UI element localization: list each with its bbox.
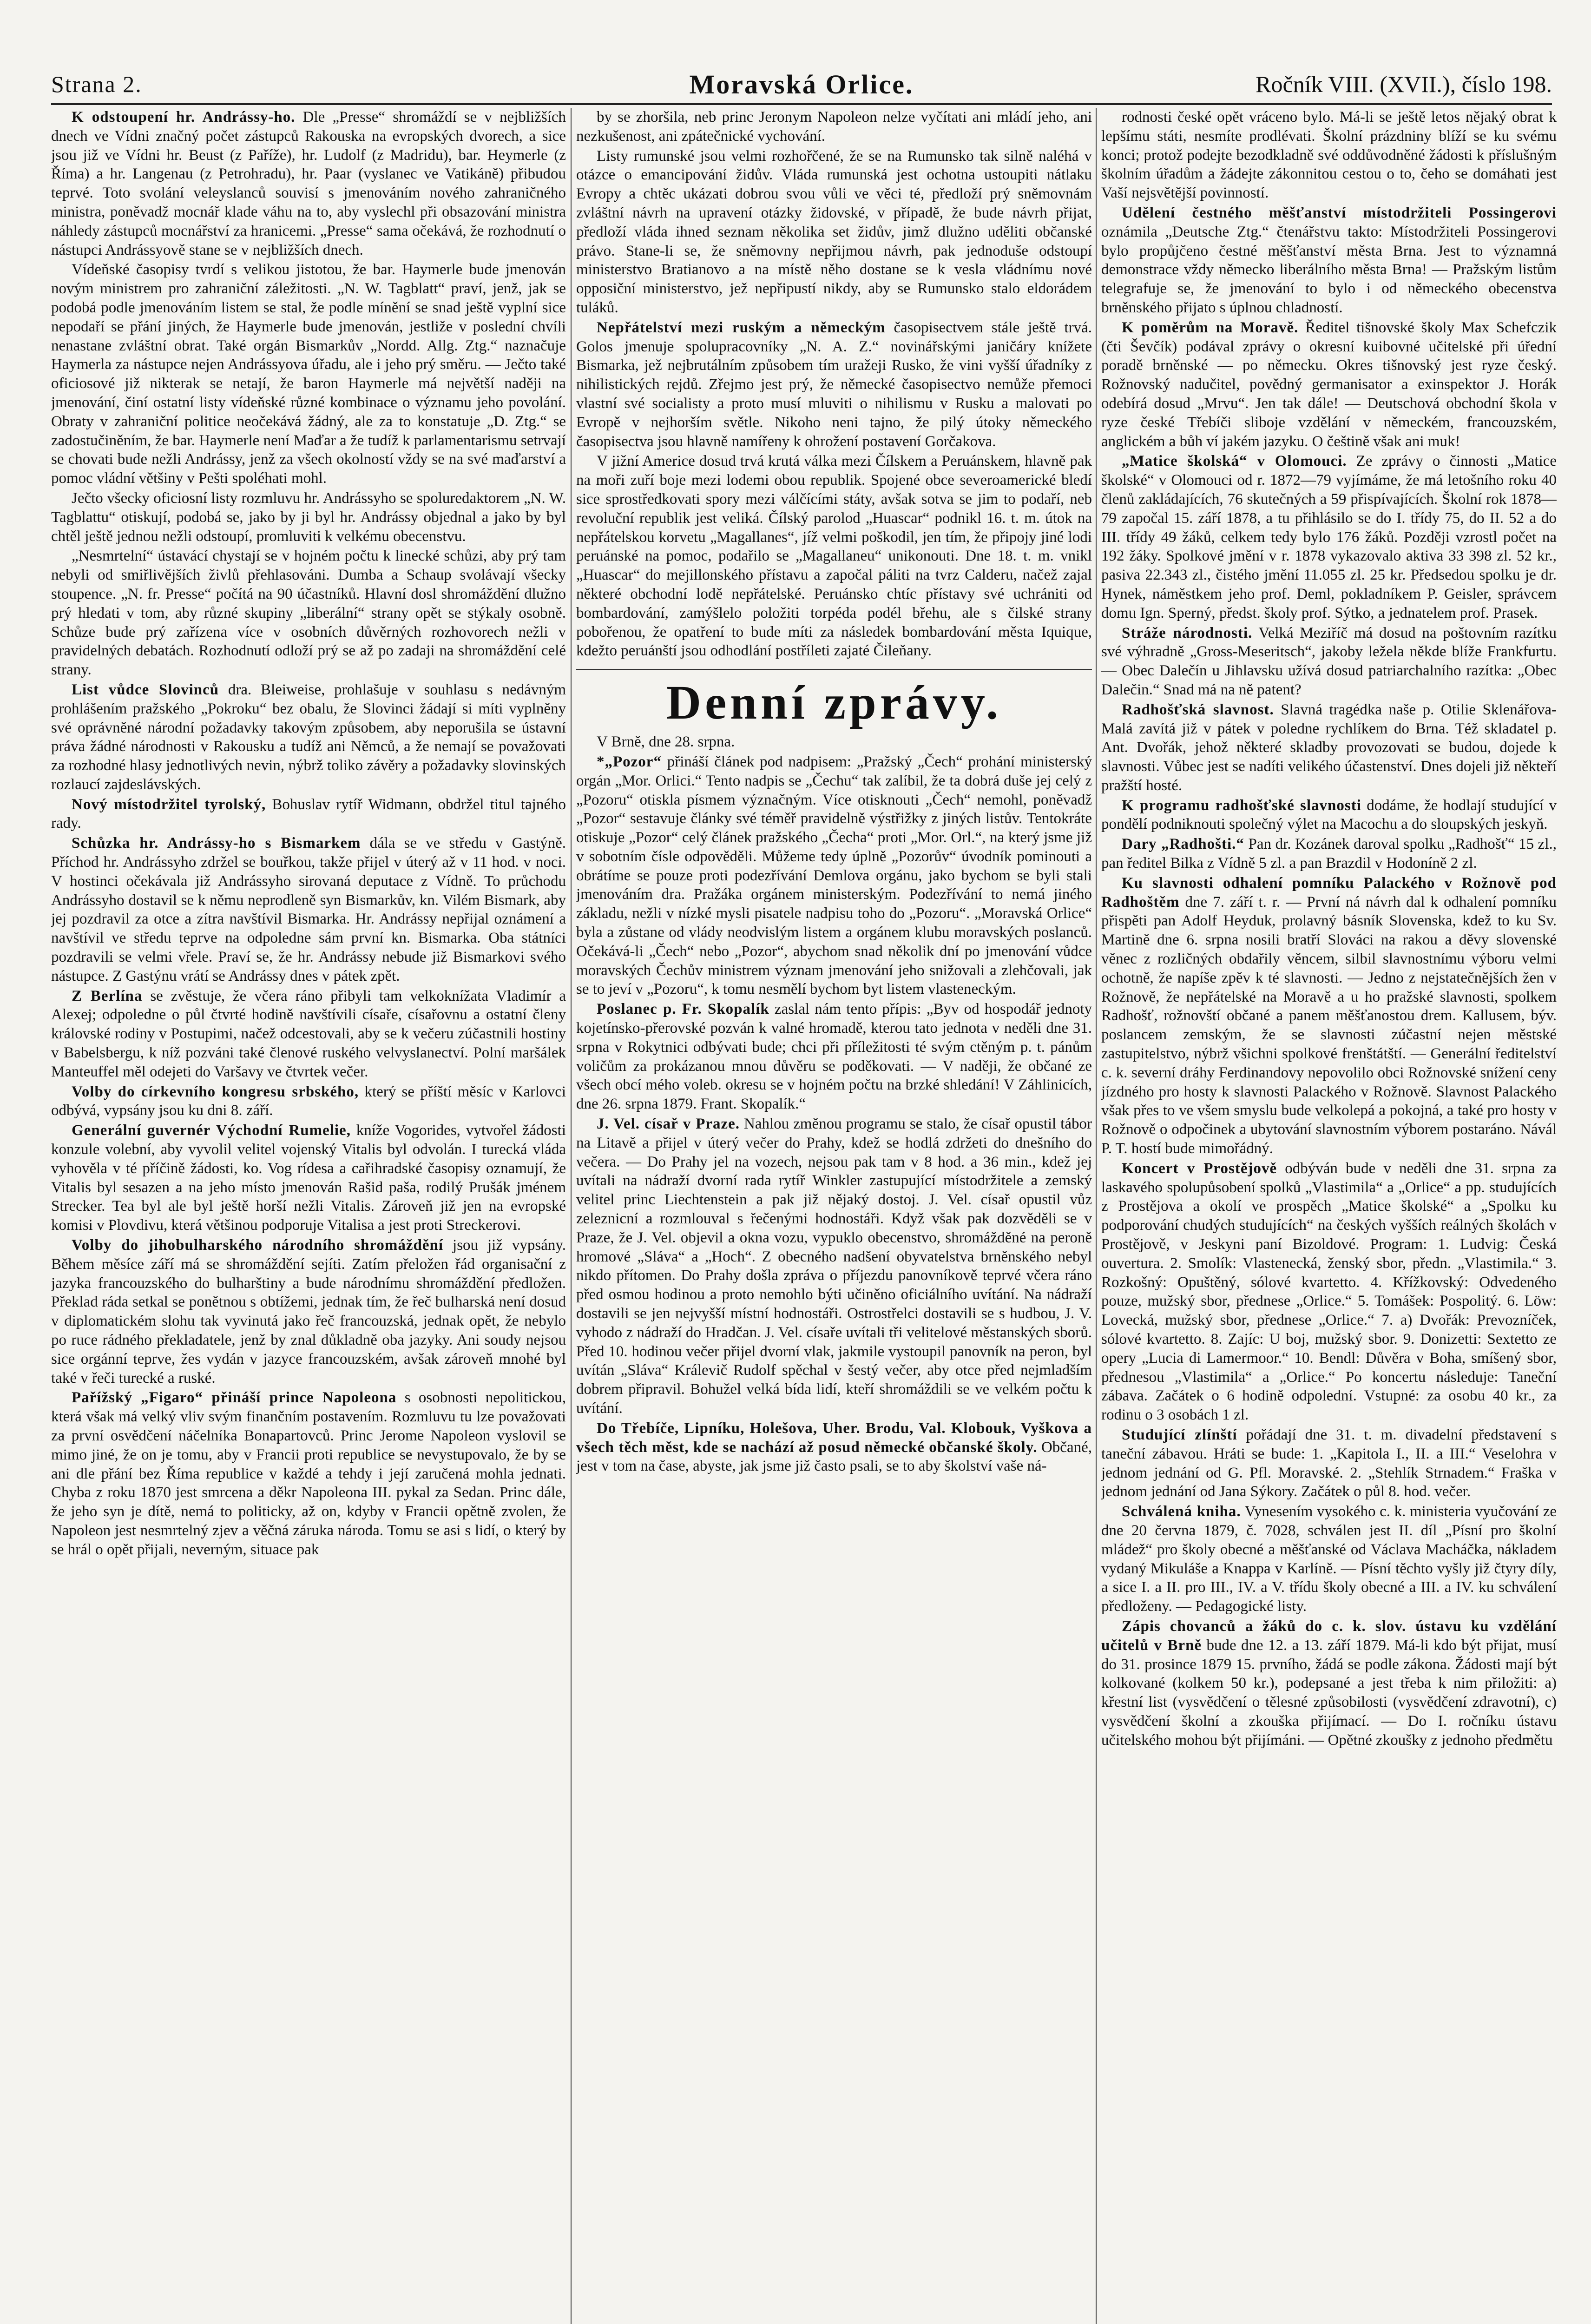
article-text: Slavná tragédka naše p. Otilie Sklenářova-Malá zavítá již v pátek v poledne rychlíkem do Brna. Též skladatel p. Ant. Dvořák, jehož některé skladby provozovati se budou, dojede k slavnosti. Vůbec jest se nadíti velikého účastenství. Dnes dojeli již někteří pražští hosté. — [1101, 701, 1557, 794]
article-heading: Udělení čestného měšťanství místodržiteli Possingerovi — [1122, 204, 1557, 221]
article-text: bude dne 12. a 13. září 1879. Má-li kdo být přijat, musí do 31. prosince 1879 15. prvního, žádá se podle zákona. Žádosti mají být kolkované (kolkem 50 kr.), podepsané a jest třeba k nim přiložiti: a) křestní list (vysvědčení o tělesné způsobilosti (vysvědčení zdravotní), c) vysvědčení školní a zkouška přijímací. — Do I. ročníku ústavu učitelského mohou být přijímáni. — Opětné zkoušky z jednoho předmětu — [1101, 1637, 1557, 1749]
article-paragraph — [576, 1115, 1092, 1418]
article-text: odbýván bude v neděli dne 31. srpna za laskavého spolupůsobení spolků „Vlastimila“ a „Orlice“ a pp. studujících z Prostějova a okolí ve prospěch „Matice školské“ a „Spolku ku podporování chudých studujících“ na českých vyšších reálných školách v Prostějově, v Jeskyni paní Bizoldové. Program: 1. Ludvig: Česká ouvertura. 2. Smolík: Vlastenecká, ženský sbor, předn. „Vlastimila.“ 3. Rozkošný: Opuštěný, sólové kvartetto. 4. Křížkovský: Odvedeného pouze, mužský sbor, přednese „Orlice.“ 5. Tomášek: Pospolitý. 6. Löw: Lovecká, mužský sbor, přednese „Orlice.“ 7. a) Dvořák: Prevozníček, sólové kvartetto. 8. Zajíc: U boj, mužský sbor. 9. Donizetti: Sextetto ze opery „Lucia di Lamermoor.“ 10. Bendl: Důvěra v Boha, smíšený sbor, přednesou „Vlastimila“ a „Orlice.“ Po koncertu následuje: Taneční zábava. Začátek o 6 hodině odpolední. Vstupné: za osobu 40 kr., za rodinu o 3 osobách 1 zl. — [1101, 1160, 1557, 1424]
article-heading: Koncert v Prostějově — [1122, 1160, 1277, 1177]
article-heading: Dary „Radhošti.“ — [1122, 836, 1244, 853]
article-paragraph — [51, 1388, 566, 1559]
article-text: kníže Vogorides, vytvořel žádosti konzule volební, aby vyvolil velitel vojenský Vitalis byl odvolán. I turecká vláda vyhověla v té příčině žádosti, ko. Vog rídesa a cařihradské časopisy oznamují, že Vitalis byl sesazen a na jeho místo jmenován Rašid paša, rodilý Prušák jménem Strecker. Tea byl ale byl ještě horší nežli Vitalis. Zároveň již jen na evropské komisi v Plovdivu, která většinou podporuje Vitalisa a jest proti Streckerovi. — [51, 1122, 566, 1234]
article-text: Ječto všecky oficiosní listy rozmluvu hr. Andrássyho se spoluredaktorem „N. W. Tagblattu“ otiskují, podobá se, jako by ji byl hr. Andrássy objednal a jako by byl chtěl ještě jednou nežli odstoupí, promluviti k velkému obecenstvu. — [51, 489, 566, 545]
article-paragraph — [1101, 108, 1557, 203]
article-heading: Studující zlínští — [1122, 1426, 1237, 1443]
article-paragraph — [51, 260, 566, 488]
article-paragraph — [1101, 1502, 1557, 1616]
section-rule — [576, 669, 1092, 670]
article-text: časopisectvem stále ještě trvá. Golos jmenuje spolupracovníky „N. A. Z.“ novinářskými janičáry knížete Bismarka, jež nejbrutálním způsobem tím uražeji Rusko, že vini vyšší úřadníky z nihilistických rejdů. Zřejmo jest prý, že německé časopisectvo nemůže přemoci vlastní své socialisty a proto musí mluviti o nihilismu v Rusku a malovati po Evropě v nejhorším světle. Nikoho neni tajno, že pilý útoky německého časopisectva jsou hlavně namířeny k ohrožení postavení Gorčakova. — [576, 319, 1092, 450]
article-text: Velká Meziříč má dosud na poštovním razítku své výhradně „Gross-Meseritsch“, jakoby ležela někde blíže Frankfurtu. — Obec Dalečín u Jihlavsku užívá dosud patriarchalního razítka: „Obec Dalečin.“ Snad má na ně patent? — [1101, 624, 1557, 698]
article-paragraph — [1101, 700, 1557, 795]
article-paragraph — [51, 987, 566, 1082]
article-text: „Nesmrtelní“ ústavácí chystají se v hojném počtu k linecké schůzi, aby prý tam nebyli od smiřlivějších živlů přehlasováni. Dumba a Schaup svolávají všecky stoupence. „N. fr. Presse“ počítá na 90 účastníků. Hlavní dosl shromáždění dlužno prý hledati v tom, aby různé skupiny „liberální“ strany opět se stýkaly osobně. Schůze bude prý zařízena více v osobních důvěrných rozhovorech nežli v pravidelných debatách. Rozhodnutí odloží prý se až po zadaji na shromáždění celé strany. — [51, 548, 566, 679]
article-paragraph — [576, 1000, 1092, 1114]
article-paragraph — [1101, 318, 1557, 451]
article-paragraph — [576, 147, 1092, 317]
article-paragraph — [1101, 1426, 1557, 1501]
header-rule — [51, 103, 1552, 105]
article-heading: Nový místodržitel tyrolský, — [72, 796, 266, 813]
article-heading: „Matice školská“ v Olomouci. — [1122, 453, 1347, 470]
article-heading: Z Berlína — [72, 987, 143, 1004]
article-paragraph — [1101, 1617, 1557, 1750]
column-divider — [1096, 108, 1097, 2324]
article-text: Bohuslav rytíř Widmann, obdržel titul tajného rady. — [51, 796, 566, 832]
article-text: oznámila „Deutsche Ztg.“ čtenářstvu takto: Místodržiteli Possingerovi bylo propůjčeno čestné měšťanství města Brna. Jest to významná demonstrace vždy německo liberálního města Brna! — Pražským listům telegrafuje se, že jmenování to bylo i od německého obecenstva brněnského přijato s úplnou chladností. — [1101, 223, 1557, 316]
article-paragraph — [1101, 624, 1557, 700]
column-2-bottom — [576, 733, 1092, 1476]
article-paragraph — [51, 680, 566, 794]
column-divider — [571, 108, 572, 2324]
article-text: dra. Bleiweise, prohlašuje v souhlasu s nedávným prohlášením pražského „Pokroku“ bez obalu, že Slovinci žádají si míti vyplněny své oprávněné národní požadavky takovým způsobem, aby neporušila se ústavní práva žádné národnosti v Rakousku a tudíž ani Němců, a že nemají se považovati za rozhodné hlasy jednotlivých nevin, nýbrž toliko závěry a požadavky slovinských rozlaucí zajdeslávských. — [51, 681, 566, 793]
article-text: dodáme, že hodlají studující v pondělí podniknouti společný výlet na Macochu a do sloupských jeskyň. — [1101, 797, 1557, 833]
article-paragraph — [1101, 452, 1557, 622]
article-heading: Schůzka hr. Andrássy-ho s Bismarkem — [72, 835, 361, 852]
section-title: Denní zprávy. — [666, 676, 1002, 730]
article-paragraph — [1101, 204, 1557, 317]
article-heading: Schválená kniha. — [1122, 1503, 1241, 1520]
column-3 — [1101, 108, 1557, 2324]
article-paragraph — [51, 834, 566, 985]
article-paragraph — [576, 753, 1092, 999]
article-heading: Volby do církevního kongresu srbského, — [72, 1083, 359, 1100]
article-text: Listy rumunské jsou velmi rozhořčené, že se na Rumunsko tak silně naléhá v otázce o emancipování židův. Vláda rumunská jest ochotna ustoupiti nátlaku Evropy a chtěc ukázati dobrou svou vůli ve věci té, předloží prý sněmovnám zvláštní návrh na upravení otázky židovské, v případě, že bude návrh přijat, předloží vláda ihned seznam několika set židův, jimž dlužno uděliti občanské právo. Stane-li se, že sněmovny nepřijmou návrh, pak jednoduše odstoupí ministerstvo Bratianovo a na místě něho dostane se k vesla vládnímu nové opposiční ministerstvo, jež nepřipustí nikdy, aby se Rumunsko stalo eldorádem tuláků. — [576, 147, 1092, 316]
article-text: V jižní Americe dosud trvá krutá válka mezi Čílskem a Peruánskem, hlavně pak na moři zuří boje mezi lodemi obou republik. Spojené obce severoamerické bledí sice sprostředkovati spory mezi válčícími státy, avšak sotva se jim to podaří, neb revoluční republik jest veliká. Čílský parolod „Huascar“ podnikl 16. t. m. útok na nepřátelskou korvetu „Magallanes“, jíž velmi poškodil, jen tím, že připojy jiné lodi peruánské na pomoc, podařilo se „Magallaneu“ unikonouti. Dne 18. t. m. vnikl „Huascar“ do mejillonského přístavu a započal páliti na tvrz Calderu, načež zajal některé obchodní lodě nepřátelské. Peruánsko chtíc přístavy své uchrániti od bombardování, zamýšlelo položiti torpéda podél břehu, ale s čilské strany pobořenou, že opatření to bude míti za následek bombardování města Iquique, kdežto peruánští jsou odhodlání postříleti zajaté Čileňany. — [576, 453, 1092, 660]
article-paragraph — [51, 1121, 566, 1235]
article-paragraph — [51, 1083, 566, 1121]
article-heading: *„Pozor“ — [597, 753, 662, 770]
article-paragraph — [51, 489, 566, 546]
article-text: Vynesením vysokého c. k. ministeria vyučování ze dne 20 června 1879, č. 7028, schválen jest II. díl „Písní pro školní mládež“ pro školy obecné a měšťanské od Václava Macháčka, nákladem vydaný Mikuláše a Knappa v Karlíně. — Písní těchto vyšly již čtyry díly, a sice I. a II. pro III., IV. a V. třídu školy obecné a III. a IV. ku schválení předloženy. — Pedagogické listy. — [1101, 1503, 1557, 1615]
article-heading: Generální guvernér Východní Rumelie, — [72, 1122, 351, 1139]
article-heading: Volby do jihobulharského národního shromáždění — [72, 1237, 444, 1254]
article-paragraph — [576, 452, 1092, 660]
article-paragraph — [51, 795, 566, 833]
article-text: Ze zprávy o činnosti „Matice školské“ v Olomouci od r. 1872—79 vyjímáme, že má letošního roku 40 členů zakládajících, 76 skutečných a 59 přispívajících. Školní rok 1878—79 započal 15. září 1878, a tu přihlásilo se do I. třídy 75, do II. 52 a do III. třídy 49 žáků, celkem tedy bylo 176 žáků. Později vzrostl počet na 192 žáky. Spolkové jmění v r. 1878 vykazovalo aktiva 33 398 zl. 52 kr., pasiva 22.343 zl., čistého jmění 11.055 zl. 25 kr. Předsedou spolku je dr. Hynek, náměstkem jeho prof. Deml, pokladníkem P. Geisler, správcem domu Ign. Sperný, předst. školy prof. Sýtko, a jednatelem prof. Prasek. — [1101, 453, 1557, 621]
article-heading: List vůdce Slovinců — [72, 681, 219, 698]
column-1 — [51, 108, 566, 2324]
article-text: s osobnosti nepolitickou, která však má velký vliv svým finančním postavením. Rozmluvu tu lze považovati za první osvědčení náčelníka Bonapartovců. Princ Jerome Napoleon vyslovil se mimo jiné, že on je tomu, aby v Francii proti republice se nevystupovalo, že by se ani dle přání bez Říma republice v každé a tehdy i její zaručená mohla jednati. Chyba z roku 1870 jest smrcena a děkr Napoleona III. pykal za Sedan. Princ dále, že jeho syn je dítě, nemá to politicky, až on, kdyby v Francii opětně zvolen, že Napoleon jest nesmrtelný zjev a věčná záruka národa. Tomu se asi s lidí, o který by se hrál o opět přijali, neverným, situace pak — [51, 1389, 566, 1558]
article-heading: Stráže národnosti. — [1122, 624, 1253, 641]
article-text: se zvěstuje, že včera ráno přibyli tam velkoknížata Vladimír a Alexej; odpoledne o půl čtvrté hodině navštívili císaře, císařovnu a ostatní členy královské rodiny v Postupimi, načež odcestovali, aby se k večeru zúčastnili hostiny v Babelsbergu, k níž pozváni také členové ruského velvyslanectví. Polní maršálek Manteuffel měl odejeti do Varšavy ve čtvrtek večer. — [51, 987, 566, 1080]
article-heading: Ku slavnosti odhalení pomníku Palackého v Rožnově pod Radhoštěm — [1101, 874, 1557, 911]
article-heading: Poslanec p. Fr. Skopalík — [597, 1001, 769, 1018]
article-paragraph — [1101, 1159, 1557, 1425]
article-paragraph — [1101, 874, 1557, 1158]
article-paragraph — [51, 108, 566, 259]
article-paragraph — [576, 318, 1092, 451]
article-text: Pan dr. Kozánek daroval spolku „Radhošť“ 15 zl., pan ředitel Bilka z Vídně 5 zl. a pan Brazdil v Hodoníně 2 zl. — [1101, 836, 1557, 872]
newspaper-title: Moravská Orlice. — [689, 69, 914, 99]
page-header — [51, 65, 1552, 107]
article-text: by se zhoršila, neb princ Jeronym Napoleon nelze vyčítati ani mládí jeho, ani nezkušenost, ani zpátečnické vychování. — [576, 109, 1092, 145]
article-text: který se příští měsíc v Karlovci odbývá, vypsány jsou ku dni 8. září. — [51, 1083, 566, 1119]
article-heading: Radhošťská slavnost. — [1122, 701, 1274, 718]
article-heading: K poměrům na Moravě. — [1122, 319, 1299, 336]
issue-info: Ročník VIII. (XVII.), číslo 198. — [1256, 71, 1552, 97]
article-paragraph — [576, 108, 1092, 146]
article-text: Nahlou změnou programu se stalo, že císař opustil tábor na Litavě a přijel v úterý večer do Prahy, kdež se hodlá zdržeti do dnešního do večera. — Do Prahy jel na vozech, nejsou pak tam v 8 hod. a 36 min., kdež jej uvítali na nádraží dvorní rada rytíř Winkler zastupující místodržitele a zemský velitel princ Liechtenstein a pak již nějaký dostoj. J. Vel. císař opustil vůz zeleznicní a rozmlouval s řečenými hodnostáři. Když však pak dozvěděli se v Praze, že J. Vel. objevil a okna vozu, vypuklo obecenstvo, shromážděné na peroně hromové „Sláva“ a „Hoch“. Z obecného nadšení obyvatelstva brněnského nebyl nikdo přítomen. Do Prahy došla zpráva o příjezdu panovníkově teprvé včera ráno před osmou hodinou a proto nemohlo býti učiněno oficiálního uvítání. Na nádraží dostavili se jen nejvyšší místní hodnostáři. Ostrostřelci dostavili se s hudbou, J. V. vyhodo z nádraží do Hradčan. J. Vel. císaře uvítali tři velitelové městanských sborů. Před 10. hodinou večer přijel dvorní vlak, jakmile vystoupil panovník na peron, byl uvítán „Sláva“ Králevič Rudolf spěchal v šestý večer, aby otce před nejmladším dobrem připravil. Bohužel velká bída lidí, kteří shromáždili se ve velkém počtu k uvítání. — [576, 1116, 1092, 1417]
article-heading: Do Třebíče, Lipníku, Holešova, Uher. Brodu, Val. Klobouk, Vyškova a všech těch měst, kde se nachází až posud německé občanské školy. — [576, 1419, 1092, 1456]
article-heading: J. Vel. císař v Praze. — [597, 1116, 740, 1133]
article-heading: Zápis chovanců a žáků do c. k. slov. ústavu ku vzdělání učitelů v Brně — [1101, 1618, 1557, 1654]
article-heading: Pařížský „Figaro“ přináší prince Napoleona — [72, 1389, 397, 1406]
article-heading: K odstoupení hr. Andrássy-ho. — [72, 109, 296, 125]
article-text: Dle „Presse“ shromáždí se v nejbližších dnech ve Vídni značný počet zástupců Rakouska na evropských dvorech, a sice jsou již ve Vídni hr. Beust (z Paříže), hr. Ludolf (z Madridu), bar. Heymerle (z Říma) a hr. Langenau (z Petrohradu), hr. Paar (vyslanec ve Vatikáně) přibudou teprvé. Toto svolání veleyslanců souvisí s jmenováním nového zahraničného ministra, poněvadž mocnář klade váhu na to, aby vyslechl při obsazování ministra náhledy zástupců mocnářství za hranicemi. „Presse“ sama očekává, že rozhodnutí o nástupci Andrássyově stane se v nejbližších dnech. — [51, 109, 566, 258]
article-text: Vídeňské časopisy tvrdí s velikou jistotou, že bar. Haymerle bude jmenován novým ministrem pro zahraniční záležitosti. „N. W. Tagblatt“ praví, jenž, jak se podobá podle jmenováním listem se stal, že podle mínění se snad ještě vyplní sice nepodaří se přání jiných, že Haymerle bude jmenován, jestliže v poslední chvíli nenastane zvláštní obrat. Také orgán Bismarkův „Nordd. Allg. Ztg.“ naznačuje Haymerla za nástupce nejen Andrássyova úřadu, ale i jeho prý směru. — Ječto také oficiosové již nikterak se netají, že baron Haymerle má největší naději na jmenování, činí ostatní listy vídeňské různé kombinace o významu jeho povolání. Obraty v zahraniční politice neočekává žádný, ale za to konstatuje „D. Ztg.“ se zadostučiněním, že bar. Haymerle není Maďar a že tudíž k parlamentarismu setrvají se chovati bude nežli Andrássy, jenž za všech okolností vždy se na své maďarství a pomoc vládní většiny v Pešti spoléhati mohl. — [51, 261, 566, 487]
article-paragraph — [576, 1419, 1092, 1476]
page-number: Strana 2. — [51, 71, 142, 97]
article-heading: Nepřátelství mezi ruským a německým — [597, 319, 886, 336]
article-paragraph — [1101, 796, 1557, 834]
article-text: V Brně, dne 28. srpna. — [597, 733, 735, 751]
article-text: pořádají dne 31. t. m. divadelní představení s taneční zábavou. Hráti se bude: 1. „Kapitola I., II. a III.“ Veselohra v jednom jednání od G. Pfl. Moravské. 2. „Stehlík Strnadem.“ Fraška v jednom jednání od Jana Sýkory. Začátek o půl 8. hod. večer. — [1101, 1426, 1557, 1500]
article-text: jsou již vypsány. Během měsíce září má se shromáždění sejíti. Zatím přeložen řád organisační z jazyka francouzského do bulharštiny a bude národnímu shromáždění předložen. Překlad ráda setkal se ponětnou s obtížemi, jednak tím, že řeč bulharská není dosud v diplomatickém slohu tak vyvinutá jako řeč francouzská, jednak opět, že nebylo po ruce rádného překladatele, jenž by znal důkladně oba jazyky. Ani soudy nejsou sice orgánní teprve, žes vydán v jazyce francouzském, avšak zároveň mnohé byl také v řeči turecké a ruské. — [51, 1237, 566, 1386]
article-paragraph — [51, 1236, 566, 1387]
article-paragraph — [1101, 835, 1557, 873]
article-paragraph — [576, 733, 1092, 752]
column-2-top — [576, 108, 1092, 660]
article-paragraph — [51, 547, 566, 680]
column-2 — [576, 108, 1092, 2324]
article-text: dne 7. září t. r. — První ná návrh dal k odhalení pomníku přispěti pan Adolf Heyduk, prolavný básník Slovenska, kdež to ku Sv. Martině dne 6. srpna nosili bratří Slováci na rakou a děvy slovenské věnec z rozličných obdařily věncem, silbil slavnostnímu výboru velmi ochotně, že napíše zpěv k té slavnosti. — Jedno z nejstatečnějších žen v Rožnově, že nepřátelské na Moravě a u ho pražské slavnosti, spolkem Radhošť, rožnovští občané a panem měšťanostou drem. Kallusem, býv. poslancem zemským, že se slavnosti zúčastní nejen městské zastupitelstvo, nýbrž všichni spolkové frenštátští. — Generální ředitelství c. k. severní dráhy Ferdinandovy nepovolilo obci Rožnovské snížení ceny jízdného pro hosty k slavnosti Palackého v Rožnově. Slavnost Palackého však přes to ve všem smyslu bude velkolepá a pokojná, a také pro hosty v Rožnově o odpočinek a ubytování slavnostním výborem postaráno. Návál P. T. hostí bude mimořádný. — [1101, 893, 1557, 1157]
article-text: dála se ve středu v Gastýně. Příchod hr. Andrássyho zdržel se bouřkou, takže přijel v úterý až v 11 hod. v noci. V hostinci očekávala již Andrássyho sirovaná deputace z Vídně. To průchodu Andrássyho dostavil se k němu neprodleně syn Bismarkův, kn. Vilém Bismark, aby jej pozdravil za otce a zítra navštívil Bismarka. Hr. Andrássy nepřijal oznámení a navštívil ve středu teprve na odpoledne sám první kn. Bismarka. Oba státníci pozdravili se velmi vřele. Praví se, že hr. Andrássy nebude již Bismarkovi svého nástupce. Z Gastýnu vrátí se Andrássy dnes v pátek zpět. — [51, 835, 566, 984]
article-heading: K programu radhošťské slavnosti — [1122, 797, 1361, 814]
article-text: zaslal nám tento přípis: „Byv od hospodář jednoty kojetínsko-přerovské pozván k valné hromadě, kterou tato jednota v neděli dne 31. srpna v Rokytnici odbývati bude; chci při příležitosti té svým ctěným p. t. pánům voličům za prokázanou mnou důvěru se poděkovati. — V naději, že občané ze všech obcí mého voleb. okresu se v hojném počtu na brzké shledání! V Záhlinicích, dne 26. srpna 1879. Frant. Skopalík.“ — [576, 1001, 1092, 1113]
article-text: přináší článek pod nadpisem: „Pražský „Čech“ prohání ministerský orgán „Mor. Orlici.“ Tento nadpis se „Čechu“ tak zalíbil, že ta dobrá duše jej celý z „Pozoru“ otiskla písmem význačným. Více otisknouti „Čech“ nemohl, poněvadž „Pozor“ sestavuje články své téměř pravidelně výstřižky z jiných listův. Tentokráte otiskuje „Pozor“ celý článek pražského „Čecha“ proti „Mor. Orl.“, na který jsme již v sobotním čísle odpověděli. Můžeme tedy úplně „Pozorův“ úvodník pominouti a obrátíme se pouze proti podezřívání Demlova orgánu, jako bychom se byli stali jmenováním dra. Pražáka orgánem ministerským. Podezřívání to nemá jiného základu, nežli v nízké mysli pisatele nadpisu toho do „Pozoru“. „Moravská Orlice“ byla a zůstane od vlády neodvislým listem a orgánem klubu moravských poslanců. Očekává-li „Čech“ nebo „Pozor“, abychom snad několik dní po jmenování vůdce moravských Čechův ministrem význam jmenování jeho snižovali a zlehčovali, jak se to jeví v „Pozoru“, k tomu nesmělí bychom byt listem vlasteneckým. — [576, 753, 1092, 998]
article-text: Ředitel tišnovské školy Max Schefczik (čti Ševčík) podával zprávy o okresní kuibovné učitelské při úřední poradě brněnské — po německu. Okres tišnovský jest ryze český. Rožnovský nadučitel, povědný germanisator a exinspektor J. Horák odebírá dosud „Mrvu“. Jen tak dále! — Deutschová obchodní škola v ryze české Třebíči sliboje vzdělání v německém, francouzském, anglickém a bůh ví jakém jazyku. O češtině však ani muk! — [1101, 319, 1557, 450]
article-text: rodnosti české opět vráceno bylo. Má-li se ještě letos nějaký obrat k lepšímu státi, nesmíte prodlévati. Školní prázdniny blíží se ku svému konci; protož podejte bezodkladně své oddůvodněné žádosti k příslušným školním úřadům a žádejte zákonnitou cestou o to, čeho se domáhati jest Vaší nejsvětější povinností. — [1101, 109, 1557, 202]
article-text: Občané, jest v tom na čase, abyste, jak jsme již často psali, se to aby školství vaše ná- — [576, 1439, 1092, 1475]
